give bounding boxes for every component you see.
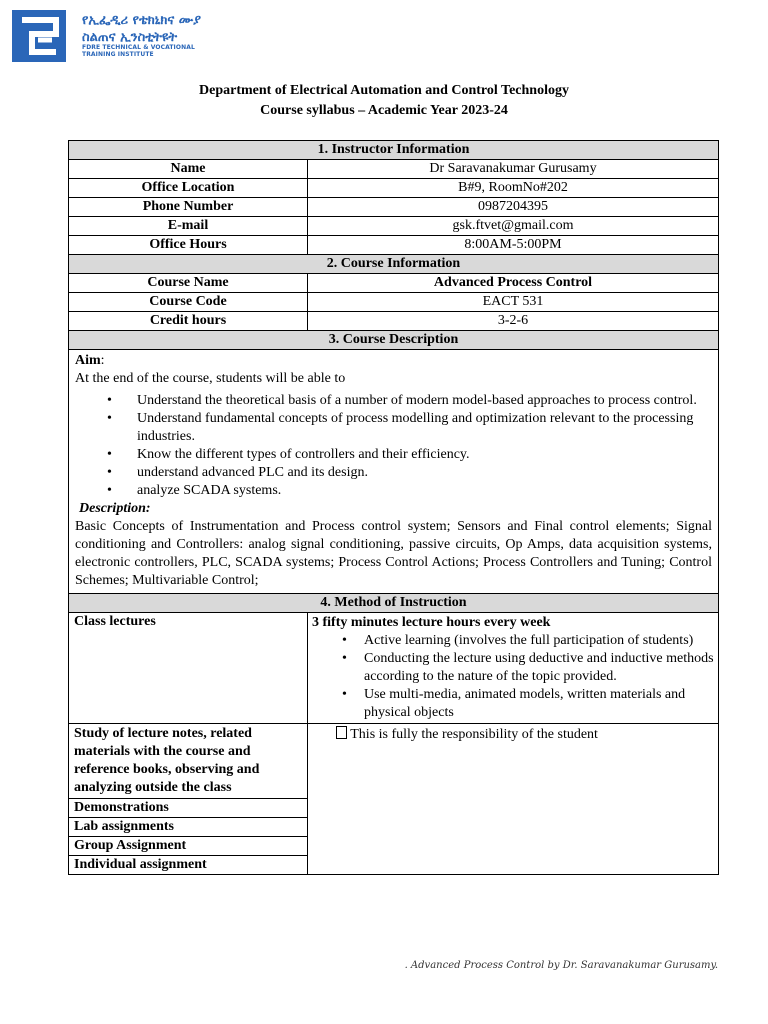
table-row [69, 274, 719, 293]
syllabus-table [68, 140, 719, 875]
group-assignment-label: Group Assignment [69, 837, 308, 856]
table-row [69, 217, 719, 236]
office-hours-value: 8:00AM-5:00PM [308, 236, 719, 255]
aim-intro: At the end of the course, students will be able to [75, 371, 346, 386]
class-lectures-list [312, 632, 714, 722]
list-item: • Understand the theoretical basis of a number of modern model-based approaches to process control. [137, 392, 712, 410]
study-value [308, 724, 719, 875]
email-label: E-mail [69, 217, 308, 236]
office-location-value: B#9, RoomNo#202 [308, 179, 719, 198]
table-row [69, 293, 719, 312]
course-description-cell [69, 350, 719, 594]
demonstrations-label: Demonstrations [69, 799, 308, 818]
table-row [69, 236, 719, 255]
logo-amharic-line1: የኢፌዲሪ የቴክኒክና ሙያ [82, 13, 201, 28]
phone-label: Phone Number [69, 198, 308, 217]
description-text: Basic Concepts of Instrumentation and Process control system; Sensors and Final control elements; Signal conditioning and Controllers: analog signal conditioning, passive circuits, Op Amps, data acquisition systems, electronic controllers, PLC, SCADA systems; Process Control Actions; Process Controllers and Tuning; Control Schemes; Multivariable Control; [75, 519, 712, 588]
course-name-value: Advanced Process Control [308, 274, 719, 293]
lab-assignments-label: Lab assignments [69, 818, 308, 837]
table-row [69, 724, 719, 799]
description-section-title: 3. Course Description [69, 331, 719, 350]
course-section-title: 2. Course Information [69, 255, 719, 274]
credit-hours-label: Credit hours [69, 312, 308, 331]
list-item: • Understand fundamental concepts of process modelling and optimization relevant to the processing industries. [137, 410, 712, 446]
table-row [69, 350, 719, 594]
page-footer: . Advanced Process Control by Dr. Saravanakumar Gurusamy. [404, 960, 718, 971]
list-item: • Use multi-media, animated models, written materials and physical objects [364, 686, 714, 722]
name-value: Dr Saravanakumar Gurusamy [308, 160, 719, 179]
email-value: gsk.ftvet@gmail.com [308, 217, 719, 236]
list-item: • understand advanced PLC and its design. [137, 464, 712, 482]
list-item: • Know the different types of controllers and their efficiency. [137, 446, 712, 464]
aim-list [75, 392, 712, 500]
syllabus-heading: Course syllabus – Academic Year 2023-24 [260, 103, 508, 118]
logo-amharic [82, 12, 201, 46]
table-row [69, 312, 719, 331]
table-row [69, 198, 719, 217]
logo-english-line1: FDRE TECHNICAL & VOCATIONAL [82, 44, 195, 51]
institute-logo [12, 10, 252, 64]
table-row [69, 179, 719, 198]
institute-logo-icon [12, 10, 66, 62]
credit-hours-value: 3-2-6 [308, 312, 719, 331]
description-heading: Description: [79, 501, 151, 516]
aim-heading: Aim: [75, 353, 105, 368]
list-item: • analyze SCADA systems. [137, 482, 712, 500]
office-hours-label: Office Hours [69, 236, 308, 255]
class-lectures-cell [308, 613, 719, 724]
table-row [69, 160, 719, 179]
logo-english-line2: TRAINING INSTITUTE [82, 51, 154, 58]
course-name-label: Course Name [69, 274, 308, 293]
list-item: • Active learning (involves the full participation of students) [364, 632, 714, 650]
table-row [69, 613, 719, 724]
logo-amharic-line2: ስልጠና ኢንስቲትዩት [82, 30, 178, 45]
study-label: Study of lecture notes, related materials with the course and reference books, observing and analyzing outside the class [69, 724, 308, 799]
logo-english [82, 44, 195, 58]
individual-assignment-label: Individual assignment [69, 856, 308, 875]
list-item: • Conducting the lecture using deductive and inductive methods according to the nature of the topic provided. [364, 650, 714, 686]
class-lectures-label: Class lectures [69, 613, 308, 724]
checkbox-icon [336, 726, 347, 739]
course-code-label: Course Code [69, 293, 308, 312]
name-label: Name [69, 160, 308, 179]
class-lectures-header: 3 fifty minutes lecture hours every week [312, 615, 551, 630]
study-value-text: This is fully the responsibility of the student [347, 727, 598, 742]
phone-value: 0987204395 [308, 198, 719, 217]
office-location-label: Office Location [69, 179, 308, 198]
aim-label: Aim [75, 353, 101, 368]
method-section-title: 4. Method of Instruction [69, 594, 719, 613]
department-heading: Department of Electrical Automation and Control Technology [199, 83, 569, 98]
description-label: Description [79, 501, 146, 516]
course-code-value: EACT 531 [308, 293, 719, 312]
instructor-section-title: 1. Instructor Information [69, 141, 719, 160]
